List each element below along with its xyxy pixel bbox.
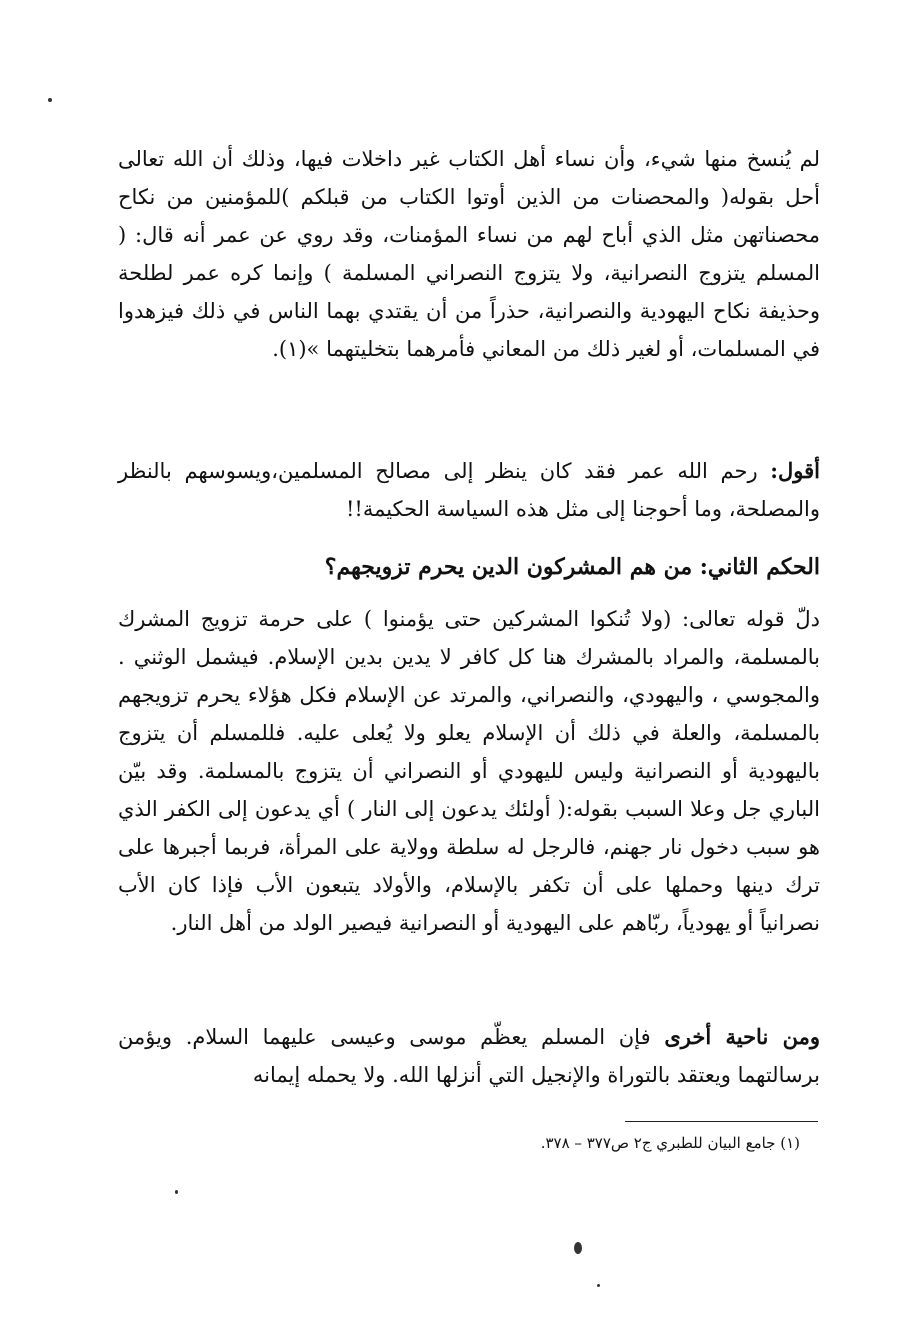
paragraph-text: فإن المسلم يعظّم موسى وعيسى عليهما السلام. ويؤمن برسالتهما ويعتقد بالتوراة والإنجيل التي أنزلها الله. ولا يحمله إيمانه: [118, 1025, 820, 1087]
body-paragraph-3: دلّ قوله تعالى: (ولا تُنكوا المشركين حتى يؤمنوا ) على حرمة تزويج المشرك بالمسلمة، والمراد بالمشرك هنا كل كافر لا يدين بدين الإسلام. فيشمل الوثني . والمجوسي ، واليهودي، والنصراني، والمرتد عن الإسلام فكل هؤلاء يحرم تزويجهم بالمسلمة، والعلة في ذلك أن الإسلام يعلو ولا يُعلى عليه. فللمسلم أن يتزوج باليهودية أو النصرانية وليس لليهودي أو النصراني أن يتزوج بالمسلمة. وقد بيّن الباري جل وعلا السبب بقوله:( أولئك يدعون إلى النار ) أي يدعون إلى الكفر الذي هو سبب دخول نار جهنم، فالرجل له سلطة وولاية على المرأة، فربما أجبرها على ترك دينها وحملها على أن تكفر بالإسلام، والأولاد يتبعون الأب فإذا كان الأب نصرانياً أو يهودياً، ربّاهم على اليهودية أو النصرانية فيصير الولد من أهل النار.: [118, 607, 820, 935]
scan-speck: [175, 1190, 178, 1194]
scan-speck: [597, 1284, 600, 1287]
section-heading: الحكم الثاني: من هم المشركون الدين يحرم تزويجهم؟: [324, 554, 820, 580]
paragraph-text: رحم الله عمر فقد كان ينظر إلى مصالح المسلمين،ويسوسهم بالنظر والمصلحة، وما أحوجنا إلى مثل هذه السياسة الحكيمة!!: [118, 459, 820, 521]
body-paragraph-1: لم يُنسخ منها شيء، وأن نساء أهل الكتاب غير داخلات فيها، وذلك أن الله تعالى أحل بقوله( والمحصنات من الذين أوتوا الكتاب من قبلكم )للمؤمنين من نكاح محصناتهن مثل الذي أباح لهم من نساء المؤمنات، وقد روي عن عمر أنه قال: ( المسلم يتزوج النصرانية، ولا يتزوج النصراني المسلمة ) وإنما كره عمر لطلحة وحذيفة نكاح اليهودية والنصرانية، حذراً من أن يقتدي بهما الناس في ذلك فيزهدوا في المسلمات، أو لغير ذلك من المعاني فأمرهما بتخليتهما »(١).: [118, 147, 820, 361]
body-paragraph-4: [118, 1018, 820, 1094]
scan-speck: [574, 1242, 582, 1254]
body-paragraph-2: [118, 452, 820, 528]
footnote: (١) جامع البيان للطبري ج٢ ص٣٧٧ – ٣٧٨.: [540, 1134, 800, 1152]
paragraph-lead-word: أقول:: [770, 458, 820, 483]
scan-speck: [48, 98, 52, 102]
footnote-separator: [625, 1121, 818, 1122]
paragraph-lead-phrase: ومن ناحية أخرى: [664, 1024, 820, 1049]
